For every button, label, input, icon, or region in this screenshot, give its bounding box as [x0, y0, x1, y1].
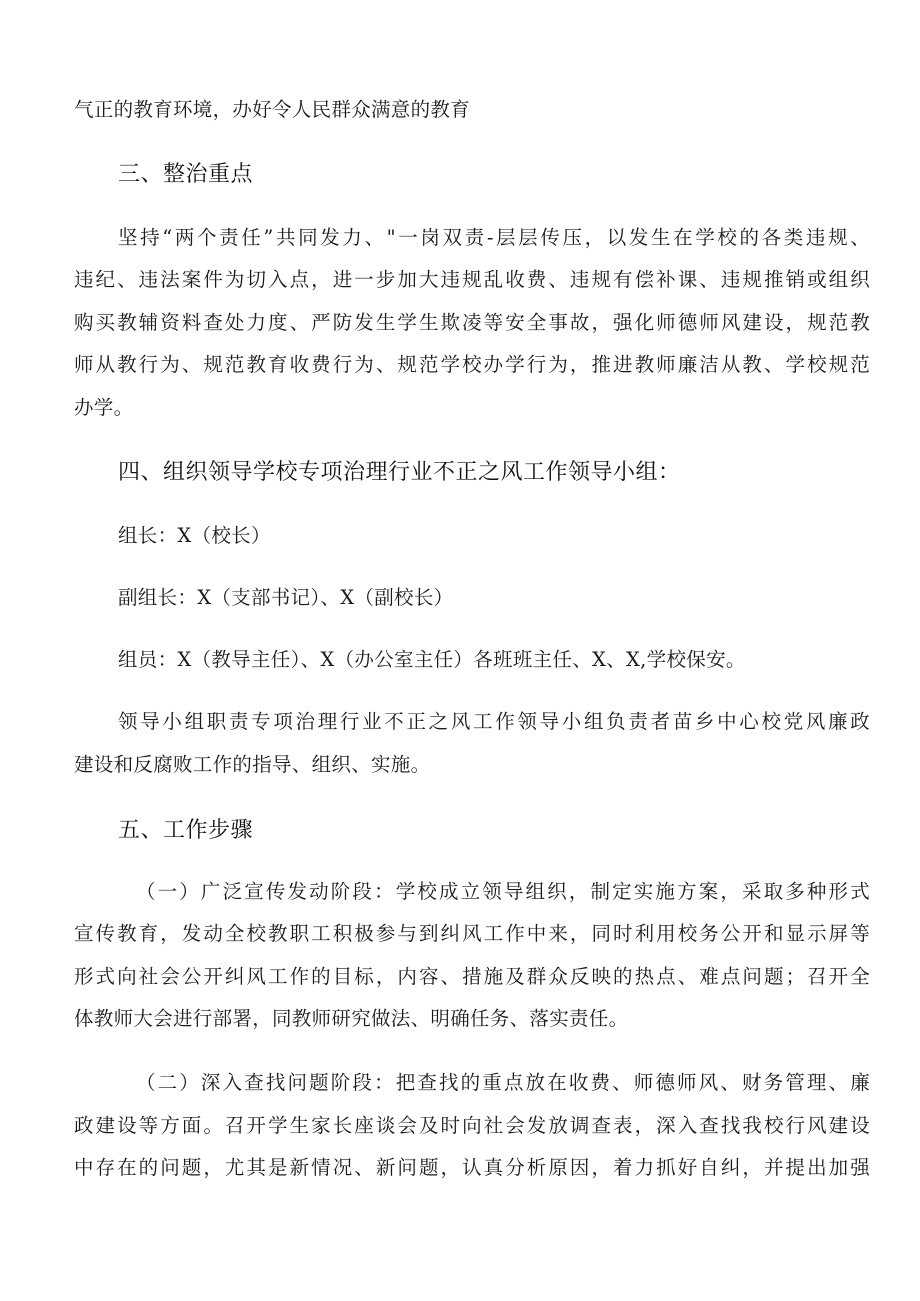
paragraph-line: 坚持“两个责任”共同发力、"一岗双责-层层传压，以发生在学校的各类违规、	[118, 226, 870, 249]
paragraph-line: 形式向社会公开纠风工作的目标，内容、措施及群众反映的热点、难点问题；召开全	[74, 965, 870, 988]
section-heading-5: 五、工作步骤	[118, 818, 254, 843]
paragraph-line: 体教师大会进行部署，同教师研究做法、明确任务、落实责任。	[74, 1007, 629, 1030]
paragraph-line: 购买教辅资料查处力度、严防发生学生欺凌等安全事故，强化师德师风建设，规范教	[74, 311, 870, 334]
paragraph-line: 违纪、违法案件为切入点，进一步加大违规乱收费、违规有偿补课、违规推销或组织	[74, 268, 870, 291]
paragraph-line: 领导小组职责专项治理行业不正之风工作领导小组负责者苗乡中心校党风廉政	[118, 710, 870, 733]
paragraph-line: 宣传教育，发动全校教职工积极参与到纠风工作中来，同时利用校务公开和显示屏等	[74, 922, 870, 945]
section-heading-3: 三、整治重点	[118, 162, 254, 187]
section-heading-4: 四、组织领导学校专项治理行业不正之风工作领导小组：	[118, 460, 681, 485]
paragraph-line: 办学。	[74, 396, 134, 419]
paragraph-line: （二）深入查找问题阶段：把查找的重点放在收费、师德师风、财务管理、廉	[136, 1071, 870, 1094]
group-members-line: 组员：X（教导主任）、X（办公室主任）各班班主任、X、X,学校保安。	[118, 648, 746, 671]
paragraph-line: 中存在的问题，尤其是新情况、新问题，认真分析原因，着力抓好自纠，并提出加强	[74, 1156, 870, 1179]
paragraph-line: 建设和反腐败工作的指导、组织、实施。	[74, 753, 431, 776]
paragraph-line: 师从教行为、规范教育收费行为、规范学校办学行为，推进教师廉洁从教、学校规范	[74, 353, 870, 376]
paragraph-line: （一）广泛宣传发动阶段：学校成立领导组织，制定实施方案，采取多种形式	[136, 880, 870, 903]
group-leader-line: 组长：X（校长）	[118, 524, 271, 547]
paragraph-line: 气正的教育环境，办好令人民群众满意的教育	[74, 98, 471, 121]
group-deputy-line: 副组长：X（支部书记）、X（副校长）	[118, 586, 454, 609]
paragraph-line: 政建设等方面。召开学生家长座谈会及时向社会发放调查表，深入查找我校行风建设	[74, 1114, 870, 1137]
